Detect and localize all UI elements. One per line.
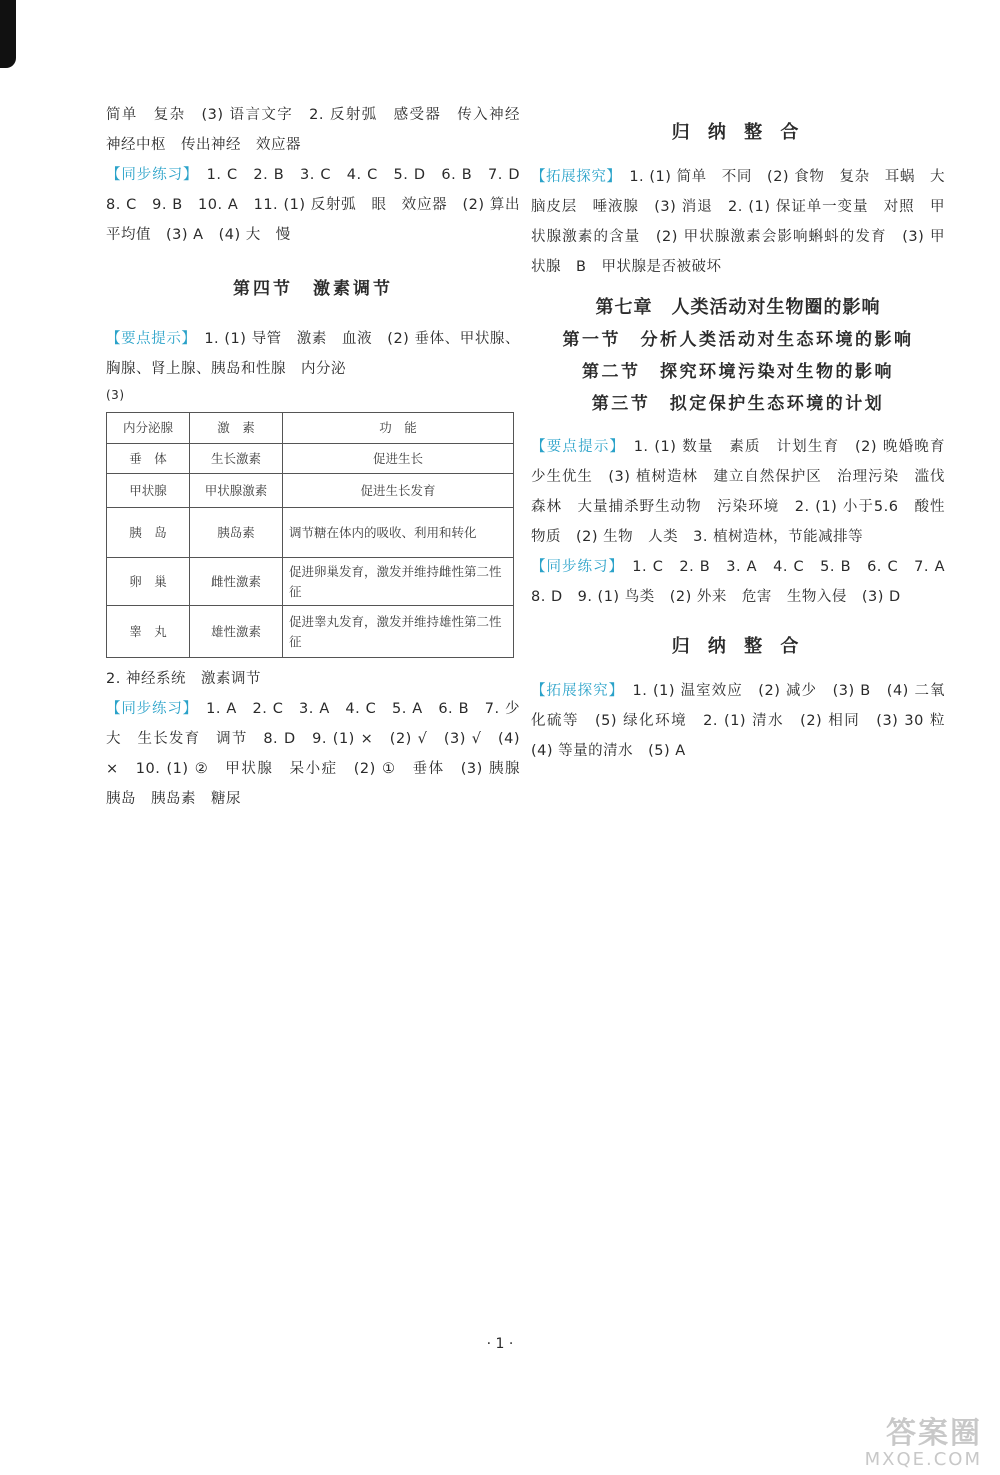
subsection-title: 第二节 探究环境污染对生物的影响 (582, 362, 894, 382)
answer-paragraph (531, 162, 945, 282)
table-header-cell: 内分泌腺 (107, 413, 190, 444)
right-column (531, 116, 961, 766)
left-column (106, 100, 536, 814)
section-title: 第四节 激素调节 (233, 279, 393, 299)
table-cell: 调节糖在体内的吸收、利用和转化 (283, 508, 514, 558)
table-cell: 甲状腺 (107, 474, 190, 508)
watermark-logo (772, 1418, 982, 1474)
table-cell: 促进生长发育 (283, 474, 514, 508)
section-tag: 【同步练习】 (106, 701, 191, 717)
answer-text: 1. (1) 导管 激素 血液 (2) 垂体、甲状腺、胸腺、肾上腺、胰岛和性腺 内分泌 (106, 331, 520, 377)
table-cell: 雄性激素 (190, 606, 283, 658)
table-cell: 卵 巢 (107, 558, 190, 606)
section-tag: 【同步练习】 (106, 167, 192, 183)
answer-text: 1. (1) 温室效应 (2) 减少 (3) B (4) 二氧化硫等 (5) 绿化环境 2. (1) 清水 (2) 相同 (3) 30 粒 (4) 等量的清水 (5) A (531, 683, 960, 759)
answer-text: 1. (1) 简单 不同 (2) 食物 复杂 耳蜗 大脑皮层 唾液腺 (3) 消退 2. (1) 保证单一变量 对照 甲状腺激素的含量 (2) 甲状腺激素会影响蝌蚪的发育 (3) 甲状腺 B 甲状腺是否被破坏 (531, 169, 945, 275)
section-tag: 【要点提示】 (531, 439, 618, 455)
table-cell: 雌性激素 (190, 558, 283, 606)
answer-text: 1. C 2. B 3. A 4. C 5. B 6. C 7. A 8. D 9. (1) 鸟类 (2) 外来 危害 生物入侵 (3) D (531, 559, 961, 605)
integration-title: 归 纳 整 合 (671, 122, 805, 143)
watermark-text-en: MXQE.COM (864, 1449, 982, 1470)
scan-edge-mark (0, 0, 16, 68)
section-tag: 【要点提示】 (106, 331, 190, 347)
page-number: · 1 · (486, 1336, 514, 1352)
table-header-row (107, 413, 514, 444)
table-cell: 促进卵巢发育，激发并维持雌性第二性征 (283, 558, 514, 606)
answer-text: 1. C 2. B 3. C 4. C 5. D 6. B 7. D 8. C 9. B 10. A 11. (1) 反射弧 眼 效应器 (2) 算出平均值 (3) A (4) 大 慢 (106, 167, 535, 243)
answer-text: 1. A 2. C 3. A 4. C 5. A 6. B 7. 少 大 生长发育 调节 8. D 9. (1) × (2) √ (3) √ (4) × 10. (1) ② 甲状腺 呆小症 (2) ① 垂体 (3) 胰腺 胰岛 胰岛素 糖尿 (106, 701, 536, 807)
answer-paragraph (531, 552, 961, 612)
answer-paragraph (531, 676, 960, 766)
answer-paragraph (106, 324, 520, 384)
hormone-table (106, 412, 514, 658)
subsection-title: 第一节 分析人类活动对生态环境的影响 (562, 330, 914, 350)
table-row (107, 474, 514, 508)
watermark-text-cn: 答案圈 (886, 1416, 982, 1451)
answer-paragraph: 简单 复杂 (3) 语言文字 2. 反射弧 感受器 传入神经 神经中枢 传出神经 效应器 (106, 107, 535, 153)
table-row (107, 508, 514, 558)
table-cell: 睾 丸 (107, 606, 190, 658)
answer-text: 1. (1) 数量 素质 计划生育 (2) 晚婚晚育 少生优生 (3) 植树造林 建立自然保护区 治理污染 滥伐森林 大量捕杀野生动物 污染环境 2. (1) 小于5.6 酸性物质 (2) 生物 人类 3. 植树造林，节能减排等 (531, 439, 960, 545)
answer-paragraph (531, 432, 960, 552)
table-cell: 甲状腺激素 (190, 474, 283, 508)
section-tag: 【同步练习】 (531, 559, 617, 575)
integration-title: 归 纳 整 合 (671, 636, 805, 657)
table-header-cell: 激 素 (190, 413, 283, 444)
table-header-cell: 功 能 (283, 413, 514, 444)
sub-label: (3) (106, 388, 125, 402)
table-row (107, 444, 514, 474)
table-row (107, 558, 514, 606)
table-cell: 胰岛素 (190, 508, 283, 558)
table-cell: 生长激素 (190, 444, 283, 474)
section-tag: 【拓展探究】 (531, 683, 617, 699)
answer-paragraph (106, 160, 535, 250)
subsection-title: 第三节 拟定保护生态环境的计划 (591, 394, 885, 414)
answer-paragraph: 2. 神经系统 激素调节 (106, 671, 261, 687)
table-cell: 胰 岛 (107, 508, 190, 558)
table-cell: 促进睾丸发育，激发并维持雄性第二性征 (283, 606, 514, 658)
section-tag: 【拓展探究】 (531, 169, 615, 185)
table-cell: 促进生长 (283, 444, 514, 474)
table-row (107, 606, 514, 658)
answer-paragraph (106, 694, 536, 814)
chapter-title: 第七章 人类活动对生物圈的影响 (595, 297, 881, 318)
table-cell: 垂 体 (107, 444, 190, 474)
